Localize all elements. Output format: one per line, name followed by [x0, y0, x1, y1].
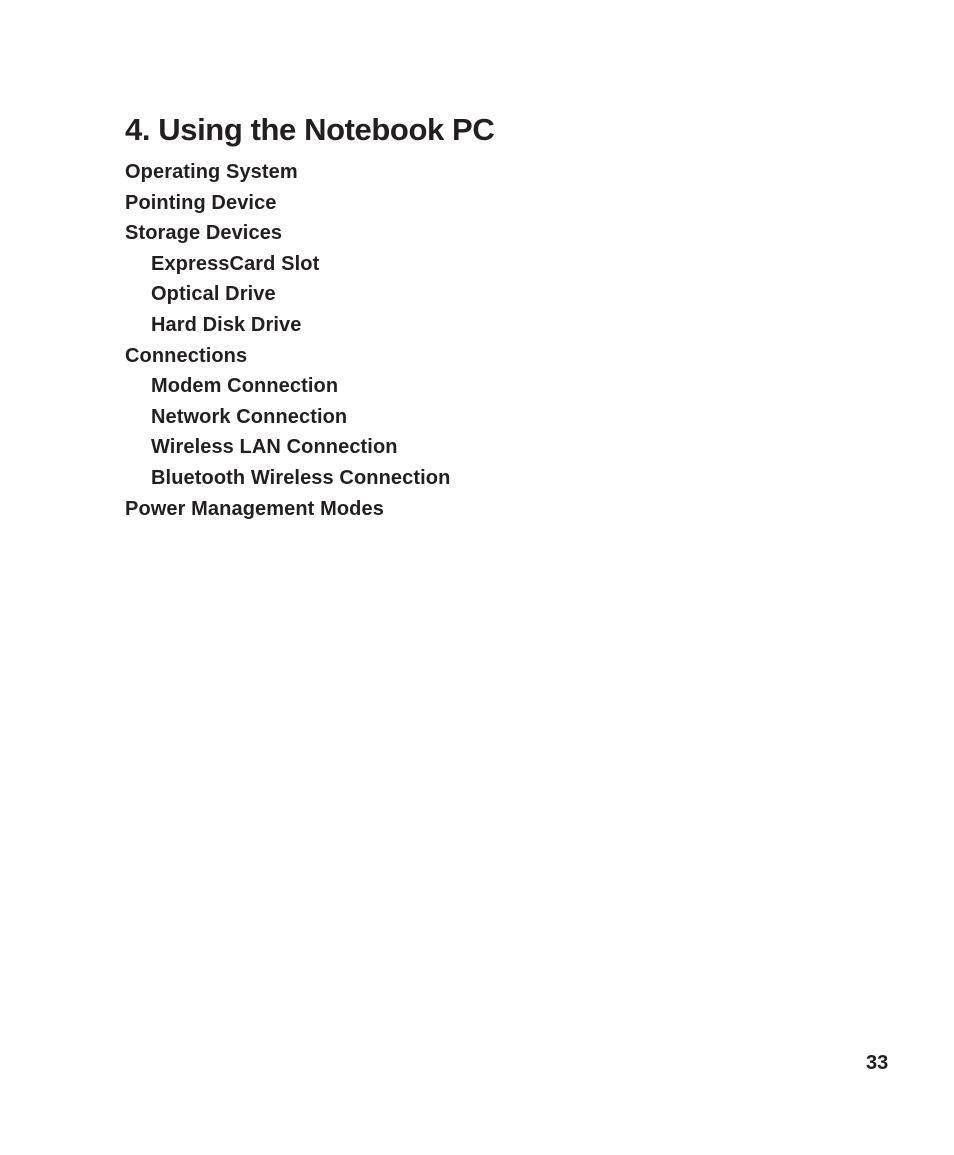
toc-subitem-bluetooth-wireless-connection: Bluetooth Wireless Connection — [151, 466, 451, 489]
toc-subitem-hard-disk-drive: Hard Disk Drive — [151, 313, 302, 336]
toc-subitem-network-connection: Network Connection — [151, 405, 348, 428]
page-number: 33 — [866, 1052, 889, 1074]
toc-subitem-modem-connection: Modem Connection — [151, 375, 339, 398]
toc-item-pointing-device: Pointing Device — [125, 191, 277, 214]
toc-subitem-wireless-lan-connection: Wireless LAN Connection — [151, 436, 398, 459]
chapter-contents-list — [125, 157, 450, 524]
toc-subitem-expresscard-slot: ExpressCard Slot — [151, 252, 320, 275]
toc-item-connections: Connections — [125, 344, 248, 367]
toc-item-power-management-modes: Power Management Modes — [125, 497, 384, 520]
toc-subitem-optical-drive: Optical Drive — [151, 283, 276, 306]
chapter-title: 4. Using the Notebook PC — [125, 112, 495, 147]
toc-item-operating-system: Operating System — [125, 161, 298, 183]
toc-item-storage-devices: Storage Devices — [125, 222, 283, 245]
